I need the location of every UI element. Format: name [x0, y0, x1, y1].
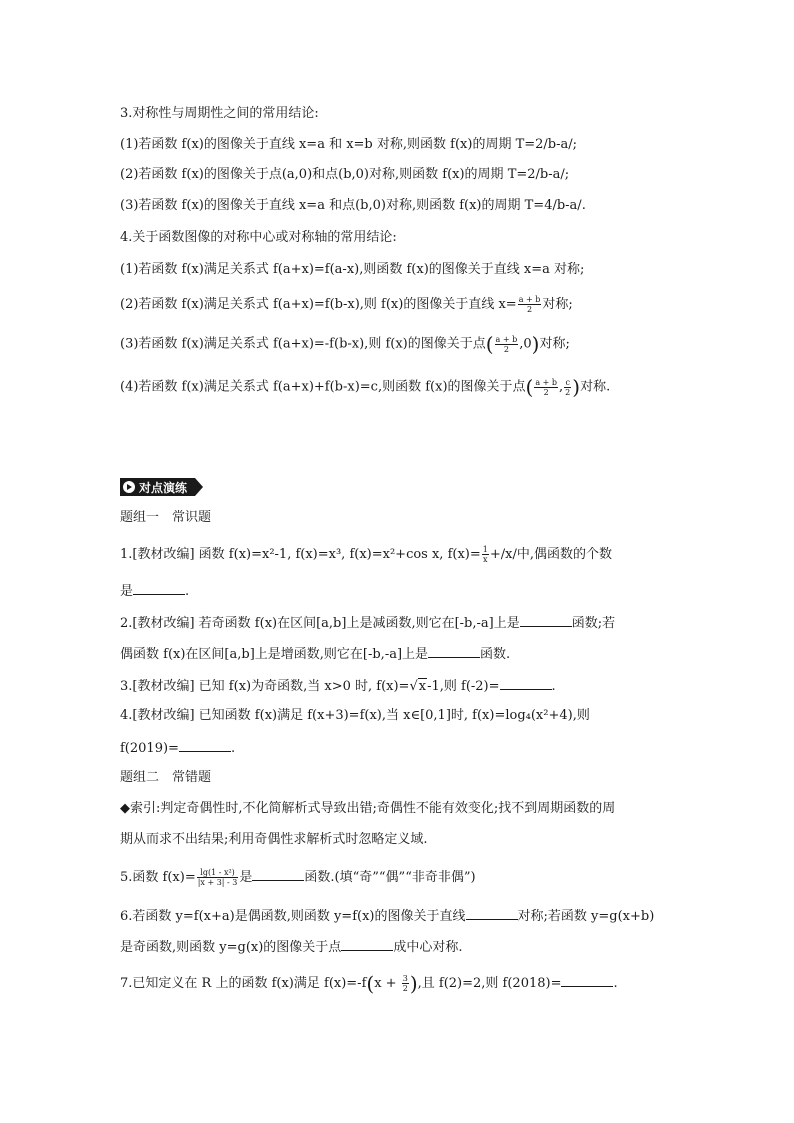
answer-blank[interactable]: [520, 612, 572, 627]
question-text: 1.[教材改编] 函数 f(x)=x²-1, f(x)=x³, f(x)=x²+cos x, f(x)=: [120, 547, 481, 562]
section3-heading: 3.对称性与周期性之间的常用结论:: [120, 106, 319, 121]
section4-heading: 4.关于函数图像的对称中心或对称轴的常用结论:: [120, 230, 397, 245]
answer-blank[interactable]: [466, 905, 518, 920]
left-paren: (: [485, 332, 494, 356]
item-text: 若函数 f(x)的图像关于直线 x=a 和点(b,0)对称,则函数 f(x)的周期 T=4/b-a/.: [138, 198, 586, 213]
question-text-end: +/x/中,偶函数的个数: [489, 547, 612, 562]
fraction-a-plus-b-over-2: [495, 335, 519, 354]
fraction-1-over-x: [482, 545, 489, 564]
question-text-mid: 是: [239, 870, 253, 885]
answer-blank[interactable]: [133, 580, 185, 595]
item-text-end: 对称;: [542, 297, 573, 312]
sqrt-symbol: √: [409, 679, 418, 694]
item-label: (2): [120, 167, 139, 182]
fraction-numerator: c: [565, 377, 570, 387]
question-text-end: 函数;若: [571, 616, 616, 631]
answer-blank[interactable]: [428, 643, 480, 658]
section3-item-3: [120, 196, 586, 216]
answer-blank[interactable]: [179, 737, 231, 752]
answer-blank[interactable]: [341, 936, 393, 951]
fraction-numerator: a + b: [518, 295, 541, 304]
section4-item-3: (3)若函数 f(x)满足关系式 f(a+x)=-f(b-x),则 f(x)的图像关于点( $\frac{a + b}{2}$ ,0)对称;: [120, 332, 570, 356]
fraction-denominator: 2: [503, 344, 509, 354]
fraction-numerator: a + b: [535, 377, 558, 387]
answer-blank[interactable]: [500, 675, 552, 690]
question-text-end: 对称;若函数 y=g(x+b): [517, 909, 655, 924]
point-y: 0: [523, 336, 532, 352]
fraction-a-plus-b-over-2: [518, 295, 542, 314]
item-text-end: 对称;: [539, 336, 570, 352]
question-text: f(2019)=: [120, 741, 179, 756]
question-text-end: .: [551, 679, 556, 694]
left-paren: (: [525, 375, 534, 399]
question-4-line-1: 4.[教材改编] 已知函数 f(x)满足 f(x+3)=f(x),当 x∈[0,1]时, f(x)=log₄(x²+4),则: [120, 708, 590, 723]
fraction-numerator: lg(1 - x²): [197, 868, 239, 878]
item-text: (2)若函数 f(x)满足关系式 f(a+x)=f(b-x),则 f(x)的图像关于直线 x=: [120, 297, 517, 312]
fraction-denominator: 2: [402, 984, 408, 993]
question-3: [120, 675, 556, 697]
question-6-line-1: [120, 905, 654, 927]
question-text-end: .: [185, 584, 190, 599]
fraction-numerator: 1: [482, 545, 488, 554]
sqrt-radicand: x: [418, 679, 427, 694]
item-label: (1): [120, 137, 139, 152]
question-1-line-2: [120, 580, 189, 602]
question-text-end: 函数.(填“奇”“偶”“非奇非偶”): [304, 870, 476, 885]
fraction-lg-over-abs: [197, 868, 239, 887]
fraction-a-plus-b-over-2: [534, 378, 558, 397]
answer-blank[interactable]: [252, 866, 304, 881]
question-text-end: 成中心对称.: [393, 940, 463, 955]
fraction-denominator: 2: [543, 387, 549, 397]
fraction-c-over-2: [564, 378, 571, 397]
section4-item-1: (1)若函数 f(x)满足关系式 f(a+x)=f(a-x),则函数 f(x)的图像关于直线 x=a 对称;: [120, 262, 585, 277]
question-2-line-1: [120, 612, 615, 634]
index-line-2: 期从而求不出结果;利用奇偶性求解析式时忽略定义域.: [120, 832, 428, 847]
paren-inner-text: x +: [374, 976, 401, 991]
group1-title: 题组一 常识题: [120, 510, 212, 525]
question-text: 偶函数 f(x)在区间[a,b]上是增函数,则它在[-b,-a]上是: [120, 647, 429, 662]
group2-title: 题组二 常错题: [120, 770, 212, 785]
right-paren: ): [531, 332, 540, 356]
practice-badge: [120, 478, 203, 496]
answer-blank[interactable]: [561, 972, 613, 987]
question-text: 是奇函数,则函数 y=g(x)的图像关于点: [120, 940, 342, 955]
question-text-mid: -1,则 f(-2)=: [427, 679, 500, 694]
play-icon: [123, 481, 135, 493]
question-4-line-2: [120, 737, 235, 759]
question-2-line-2: [120, 643, 510, 665]
section3-item-2: [120, 165, 569, 185]
question-text: 6.若函数 y=f(x+a)是偶函数,则函数 y=f(x)的图像关于直线: [120, 909, 466, 924]
question-5: [120, 866, 476, 888]
question-text-end: .: [230, 741, 236, 756]
fraction-denominator: |x + 3| - 3: [197, 878, 238, 887]
question-text: 2.[教材改编] 若奇函数 f(x)在区间[a,b]上是减函数,则它在[-b,-a]上是: [120, 616, 520, 631]
question-text: 是: [120, 584, 134, 599]
item-text-end: 对称.: [580, 379, 611, 395]
item-text: (3)若函数 f(x)满足关系式 f(a+x)=-f(b-x),则 f(x)的图像关于点: [120, 336, 486, 352]
fraction-3-over-2: [402, 974, 409, 993]
question-text: 7.已知定义在 R 上的函数 f(x)满足 f(x)=-f: [120, 976, 367, 991]
fraction-denominator: 2: [527, 305, 533, 314]
fraction-denominator: x: [483, 555, 488, 564]
right-paren: ): [409, 971, 418, 996]
fraction-numerator: a + b: [495, 334, 518, 344]
badge-label: 对点演练: [139, 480, 188, 495]
fraction-denominator: 2: [565, 387, 571, 397]
item-text: 若函数 f(x)的图像关于直线 x=a 和 x=b 对称,则函数 f(x)的周期 T=2/b-a/;: [138, 137, 578, 152]
section3-item-1: [120, 135, 577, 155]
item-label: (3): [120, 198, 139, 213]
fraction-numerator: 3: [402, 974, 408, 983]
badge-arrow-tip: [195, 478, 203, 496]
section4-item-2: [120, 295, 573, 315]
left-paren: (: [366, 971, 375, 996]
question-text-mid: ,且 f(2)=2,则 f(2018)=: [417, 976, 562, 991]
question-1-line-1: [120, 545, 612, 565]
question-6-line-2: [120, 936, 462, 958]
index-line-1: ◆索引:判定奇偶性时,不化简解析式导致出错;奇偶性不能有效变化;找不到周期函数的周: [120, 801, 616, 816]
question-7: [120, 972, 618, 994]
badge-body: [120, 478, 195, 496]
question-text: 3.[教材改编] 已知 f(x)为奇函数,当 x>0 时, f(x)=: [120, 679, 410, 694]
item-text: 若函数 f(x)的图像关于点(a,0)和点(b,0)对称,则函数 f(x)的周期 T=2/b-a/;: [138, 167, 570, 182]
item-text: (4)若函数 f(x)满足关系式 f(a+x)+f(b-x)=c,则函数 f(x)的图像关于点: [120, 379, 526, 395]
question-text: 5.函数 f(x)=: [120, 870, 196, 885]
right-paren: ): [572, 375, 581, 399]
section4-item-4: (4)若函数 f(x)满足关系式 f(a+x)+f(b-x)=c,则函数 f(x)的图像关于点( $\frac{a + b}{2}$ , $\frac{c}{2}$ )对称.: [120, 375, 611, 399]
question-text-end: 函数.: [480, 647, 511, 662]
question-text-end: .: [613, 976, 618, 991]
